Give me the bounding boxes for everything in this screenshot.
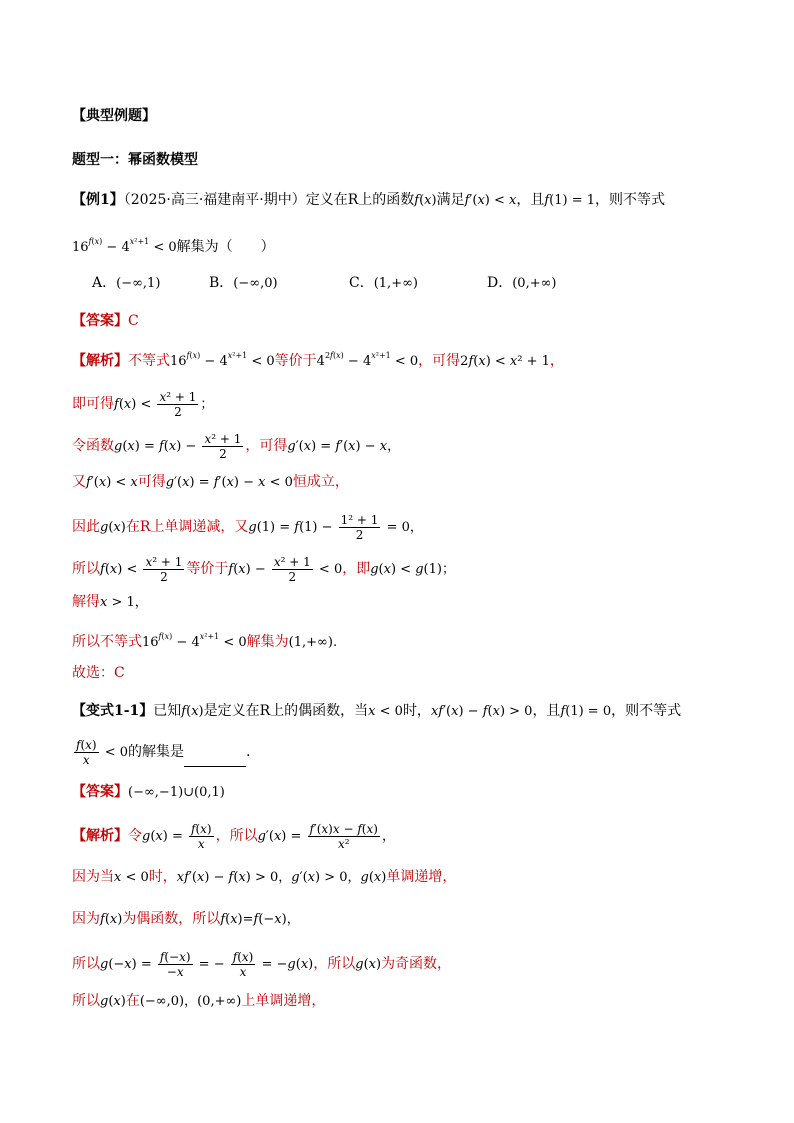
- answer-value: (−∞,−1)∪(0,1): [128, 785, 225, 800]
- option-label: B．: [209, 275, 234, 291]
- variant1-stem: [72, 701, 681, 722]
- answer-value: C: [128, 313, 139, 329]
- option-c[interactable]: [349, 273, 418, 294]
- text: 可得: [137, 474, 166, 490]
- variant1-analysis-3: [72, 909, 300, 930]
- text: 时，: [402, 703, 431, 719]
- option-d[interactable]: [487, 273, 557, 294]
- analysis-line-4: [72, 472, 349, 493]
- text: 在R上单调递减，又: [125, 519, 249, 535]
- text: 因此: [72, 519, 100, 535]
- analysis-tag: 【解析】: [72, 828, 128, 844]
- example1-stem: [72, 190, 665, 211]
- option-a[interactable]: [92, 273, 160, 294]
- analysis-line-5: [72, 513, 423, 542]
- math: g(x): [100, 520, 126, 535]
- option-value: (1,+∞): [373, 276, 418, 291]
- option-b[interactable]: [209, 273, 278, 294]
- stem-text: ，且: [516, 192, 545, 208]
- text: 时，: [148, 869, 177, 885]
- analysis-tag: 【解析】: [72, 353, 128, 369]
- math: x < 0: [114, 870, 149, 885]
- text: 即可得: [72, 396, 114, 412]
- text: 令函数: [72, 438, 114, 454]
- text: 是定义在R上的偶函数，当: [203, 703, 369, 719]
- math: g(1) = f(1) − $\frac{\text{1² + 1}}{2}$ = 0，: [248, 513, 423, 542]
- example1-tag: 【例1】: [72, 192, 124, 208]
- answer-blank[interactable]: [184, 752, 246, 767]
- math: (−∞,0)，(0,+∞): [139, 994, 242, 1009]
- math: (1,+∞).: [288, 635, 338, 650]
- text: 所以不等式: [72, 634, 142, 650]
- option-label: D．: [487, 275, 513, 291]
- text: 因为: [72, 911, 100, 927]
- math: xf′(x) − f(x) > 0，g′(x) > 0，g(x): [176, 870, 387, 885]
- math: g(x) = f(x) − $\frac{\text{x² + 1}}{2}$: [114, 432, 242, 461]
- math: f(x) < $\frac{\text{x² + 1}}{2}$: [100, 555, 183, 584]
- text: 恒成立，: [292, 474, 349, 490]
- math: $\frac{f(x)}{x}$ < 0: [76, 738, 129, 767]
- text: 所以: [72, 956, 100, 972]
- math: f(x) − $\frac{\text{x² + 1}}{2}$ < 0: [228, 555, 343, 584]
- variant1-analysis-2: [72, 867, 456, 888]
- text: ，且: [532, 703, 561, 719]
- math: $16^{f(x)} - 4^{x^2+1} < 0$: [170, 351, 275, 369]
- stem-text: ，则不等式: [595, 192, 666, 208]
- text: 为奇函数，: [381, 956, 452, 972]
- stem-text: 满足: [436, 192, 465, 208]
- text: 的解集是: [128, 744, 185, 760]
- math: x < 0: [368, 704, 403, 719]
- math: f′(x) < x: [464, 193, 517, 208]
- text: 不等式: [128, 353, 170, 369]
- answer-tag: 【答案】: [72, 313, 128, 329]
- math: g′(x) = f′(x) − x < 0: [165, 475, 293, 490]
- analysis-conclusion: 故选：C: [72, 665, 125, 681]
- text: 单调递增，: [386, 869, 457, 885]
- section-title: 【典型例题】: [72, 108, 156, 124]
- text: 又: [72, 474, 86, 490]
- text: 等价于: [186, 561, 229, 577]
- text: ，可得: [245, 438, 288, 454]
- analysis-line-2: [72, 390, 213, 419]
- math: $16^{f(x)} - 4^{x^2+1} < 0$: [142, 632, 247, 650]
- math: f(x): [414, 193, 437, 208]
- text: 等价于: [274, 353, 317, 369]
- math: $4^{2f(x)} - 4^{x^2+1} < 0$: [316, 351, 419, 369]
- option-label: C．: [349, 275, 374, 291]
- text: 令: [128, 828, 142, 844]
- option-label: A．: [92, 275, 117, 291]
- option-value: (−∞,0): [233, 276, 278, 291]
- type-title: 题型一：幂函数模型: [72, 152, 198, 168]
- analysis-line-7: [72, 592, 148, 613]
- text: 上单调递增，: [241, 993, 326, 1009]
- math: $16^{f(x)} - 4^{x^2+1} < 0$: [72, 237, 177, 255]
- stem-text: 解集为（ ）: [176, 239, 275, 255]
- math: g(−x) = $\frac{f(-x)}{-x}$ = − $\frac{f(x)}{x}$ = −g(x): [100, 950, 314, 979]
- text: ，可得: [418, 353, 461, 369]
- math: f(x): [100, 912, 123, 927]
- text: 为偶函数，所以: [122, 911, 221, 927]
- text: 在: [125, 993, 140, 1009]
- analysis-line-6: [72, 555, 455, 584]
- example1-stem-2: [72, 232, 275, 258]
- option-value: (0,+∞): [512, 276, 557, 291]
- stem-text: 定义在R上的函数: [305, 192, 415, 208]
- math: g′(x) = $\frac{f'(x)x - f(x)}{\text{x²}}$ ，: [257, 822, 395, 851]
- math: g(x): [100, 994, 126, 1009]
- text: ，所以: [313, 956, 356, 972]
- text: 所以: [72, 993, 100, 1009]
- variant1-analysis-4: [72, 950, 451, 979]
- analysis-line-8: [72, 627, 337, 653]
- math: f′(x) < x: [86, 475, 138, 490]
- math: f(x) < $\frac{\text{x² + 1}}{2}$ ；: [114, 390, 214, 419]
- variant1-analysis-1: [72, 822, 395, 851]
- text: 解得: [72, 594, 100, 610]
- math: xf′(x) − f(x) > 0: [430, 704, 533, 719]
- option-value: (−∞,1): [116, 276, 161, 291]
- math: f(x): [181, 704, 204, 719]
- text: 因为当: [72, 869, 114, 885]
- analysis-line-1: [72, 346, 564, 372]
- analysis-line-3: [72, 432, 400, 461]
- math: g′(x) = f′(x) − x，: [287, 439, 401, 454]
- math: x > 1，: [100, 595, 148, 610]
- example1-answer: [72, 311, 139, 331]
- math: 2f(x) < x² + 1: [460, 354, 550, 369]
- math: g(x): [355, 957, 382, 972]
- text: 解集为: [246, 634, 289, 650]
- variant1-tag: 【变式1-1】: [72, 703, 154, 719]
- text: ，则不等式: [611, 703, 682, 719]
- variant1-stem-2: $\frac{f(x)}{x}$ < 0的解集是 .: [72, 738, 251, 767]
- text: ，即: [342, 561, 371, 577]
- text: 所以: [72, 561, 100, 577]
- math: f(x)=f(−x)，: [220, 912, 300, 927]
- math: f(1) = 0: [560, 704, 612, 719]
- math: f(1) = 1: [544, 193, 596, 208]
- math: g(x) = $\frac{f(x)}{x}$: [142, 822, 212, 851]
- answer-tag: 【答案】: [72, 784, 128, 800]
- example1-source: （2025·高三·福建南平·期中）: [123, 192, 306, 208]
- math: g(x) < g(1)；: [370, 562, 455, 577]
- variant1-answer: [72, 782, 225, 803]
- text: 已知: [153, 703, 182, 719]
- text: ，: [549, 353, 564, 369]
- variant1-analysis-5: [72, 991, 325, 1012]
- text: ，所以: [215, 828, 258, 844]
